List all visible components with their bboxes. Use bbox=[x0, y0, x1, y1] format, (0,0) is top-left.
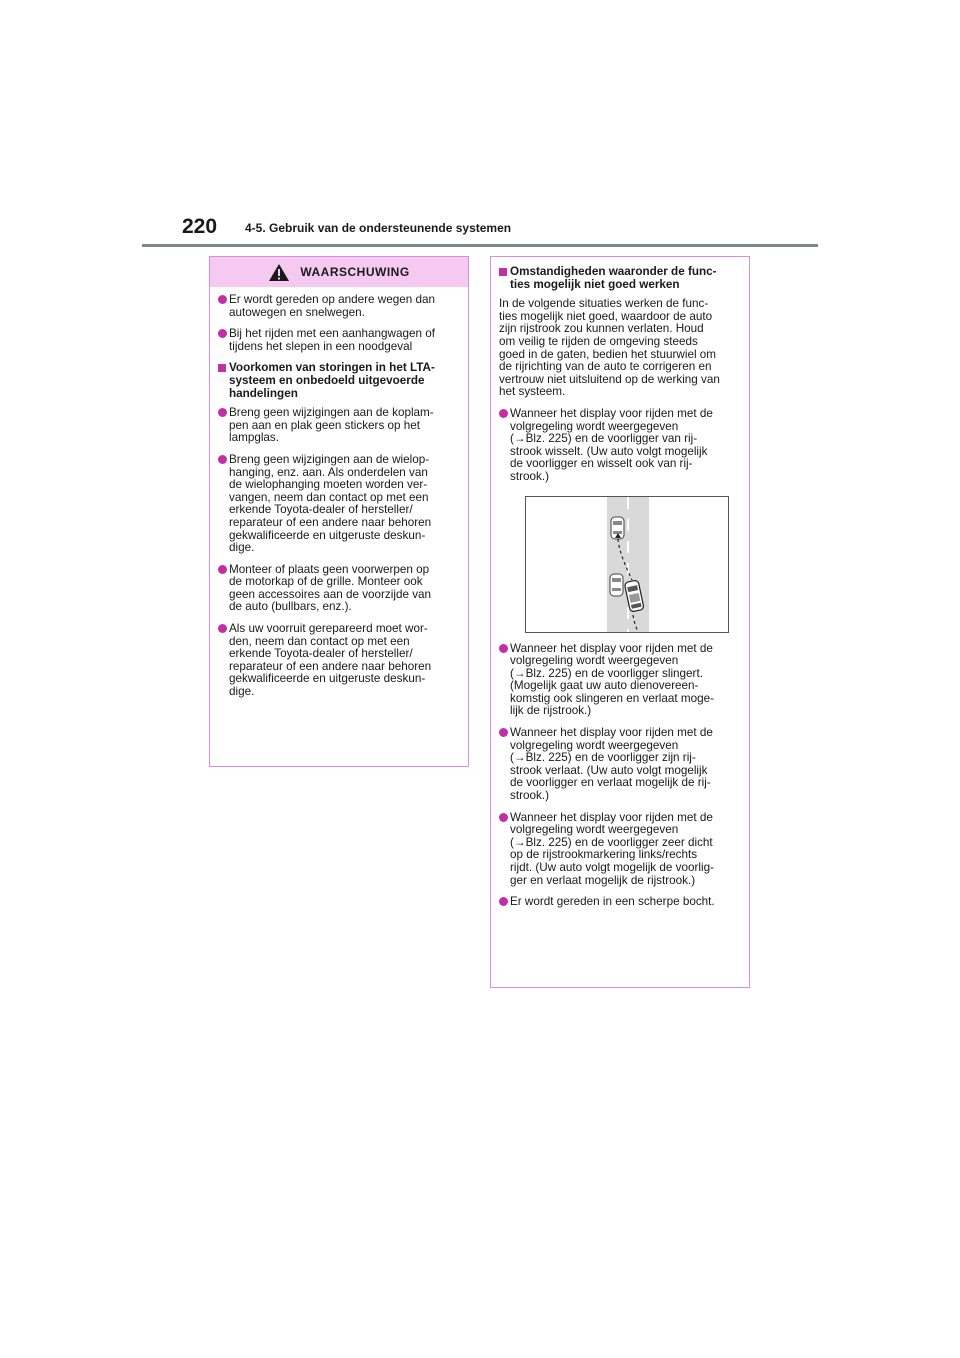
text-line: het systeem. bbox=[499, 385, 566, 399]
text-line: Wanneer het display voor rijden met de bbox=[510, 726, 713, 740]
bullet-dot-icon bbox=[218, 565, 227, 574]
text-line: (Mogelijk gaat uw auto dienovereen- bbox=[510, 679, 699, 693]
text-line: Breng geen wijzigingen aan de wielop- bbox=[229, 452, 430, 466]
text-line: tijdens het slepen in een noodgeval bbox=[229, 339, 413, 353]
bullet-item bbox=[499, 727, 741, 803]
text-line: vangen, neem dan contact op met een bbox=[229, 490, 429, 504]
text-line: volgregeling wordt weergegeven bbox=[510, 654, 679, 668]
lane-change-diagram bbox=[526, 497, 728, 632]
text-line: ger en verlaat mogelijk de rijstrook.) bbox=[510, 873, 696, 887]
text-line: systeem en onbedoeld uitgevoerde bbox=[229, 373, 425, 387]
lane-change-illustration bbox=[525, 496, 729, 633]
conditions-box bbox=[490, 256, 750, 988]
text-line: Wanneer het display voor rijden met de bbox=[510, 406, 713, 420]
parked-car-icon bbox=[610, 574, 623, 596]
text-line: volgregeling wordt weergegeven bbox=[510, 823, 679, 837]
text-line: de wielophanging moeten worden ver- bbox=[229, 478, 428, 492]
page-number: 220 bbox=[182, 215, 218, 238]
text-line: autowegen en snelwegen. bbox=[229, 305, 365, 319]
text-line: (→Blz. 225) en de voorligger slingert. bbox=[510, 666, 703, 680]
bullet-dot-icon bbox=[499, 644, 508, 653]
warning-box bbox=[209, 256, 469, 767]
square-bullet-icon bbox=[499, 268, 507, 276]
text-line: de voorligger en wisselt ook van rij- bbox=[510, 457, 693, 471]
text-line: dige. bbox=[229, 685, 255, 699]
text-line: lijk de rijstrook.) bbox=[510, 704, 592, 718]
bullet-item bbox=[499, 643, 741, 719]
text-line: goed in de gaten, bedien het stuurwiel om bbox=[499, 347, 717, 361]
text-line: pen aan en plak geen stickers op het bbox=[229, 418, 421, 432]
bullet-item bbox=[218, 407, 460, 445]
bullet-item bbox=[218, 294, 460, 319]
bullet-dot-icon bbox=[218, 408, 227, 417]
conditions-intro bbox=[499, 298, 741, 399]
text-line: de rijrichting van de auto te corrigeren en bbox=[499, 360, 712, 374]
bullet-dot-icon bbox=[218, 455, 227, 464]
text-line: hanging, enz. aan. Als onderdelen van bbox=[229, 465, 428, 479]
text-line: lampglas. bbox=[229, 431, 280, 445]
text-line: In de volgende situaties werken de func- bbox=[499, 297, 709, 311]
text-line: erkende Toyota-dealer of hersteller/ bbox=[229, 503, 413, 517]
text-line: strook.) bbox=[510, 469, 549, 483]
text-line: de auto (bullbars, enz.). bbox=[229, 600, 352, 614]
bullet-item bbox=[218, 328, 460, 353]
bullet-dot-icon bbox=[218, 295, 227, 304]
text-line: komstig ook slingeren en verlaat moge- bbox=[510, 691, 714, 705]
bullet-item bbox=[218, 454, 460, 555]
bullet-dot-icon bbox=[499, 813, 508, 822]
text-line: Als uw voorruit gerepareerd moet wor- bbox=[229, 622, 428, 636]
warning-triangle-icon bbox=[268, 263, 290, 282]
text-line: Wanneer het display voor rijden met de bbox=[510, 810, 713, 824]
warning-title: WAARSCHUWING bbox=[300, 265, 410, 279]
text-line: gekwalificeerde en uitgeruste deskun- bbox=[229, 672, 426, 686]
text-line: ties mogelijk niet goed, waardoor de auto bbox=[499, 309, 713, 323]
bullet-dot-icon bbox=[499, 728, 508, 737]
text-line: op de rijstrookmarkering links/rechts bbox=[510, 848, 698, 862]
text-line: erkende Toyota-dealer of hersteller/ bbox=[229, 647, 413, 661]
section-title: 4-5. Gebruik van de ondersteunende systemen bbox=[245, 221, 512, 235]
bullet-item bbox=[499, 812, 741, 888]
text-line: strook wisselt. (Uw auto volgt mogelijk bbox=[510, 444, 708, 458]
text-line: reparateur of een andere naar behoren bbox=[229, 659, 432, 673]
bullet-dot-icon bbox=[218, 624, 227, 633]
text-line: Omstandigheden waaronder de func- bbox=[510, 265, 717, 278]
text-line: (→Blz. 225) en de voorligger van rij- bbox=[510, 432, 698, 446]
bullet-item bbox=[218, 623, 460, 699]
text-line: geen accessoires aan de voorzijde van bbox=[229, 587, 432, 601]
text-line: vertrouw niet uitsluitend op de werking van bbox=[499, 372, 720, 386]
text-line: de voorligger en verlaat mogelijk de rij- bbox=[510, 776, 711, 790]
text-line: den, neem dan contact op met een bbox=[229, 634, 410, 648]
text-line: Breng geen wijzigingen aan de koplam- bbox=[229, 406, 434, 420]
text-line: gekwalificeerde en uitgeruste deskun- bbox=[229, 528, 426, 542]
text-line: rijdt. (Uw auto volgt mogelijk de voorlig- bbox=[510, 861, 714, 874]
text-line: Er wordt gereden in een scherpe bocht. bbox=[510, 895, 715, 909]
bullet-item bbox=[218, 564, 460, 614]
text-line: dige. bbox=[229, 541, 255, 555]
bullet-item bbox=[499, 408, 741, 484]
conditions-heading bbox=[499, 266, 741, 291]
text-line: Bij het rijden met een aanhangwagen of bbox=[229, 327, 435, 341]
header-rule bbox=[142, 244, 818, 247]
text-line: volgregeling wordt weergegeven bbox=[510, 738, 679, 752]
bullet-dot-icon bbox=[499, 409, 508, 418]
text-line: (→Blz. 225) en de voorligger zijn rij- bbox=[510, 751, 696, 765]
bullet-dot-icon bbox=[218, 329, 227, 338]
bullet-dot-icon bbox=[499, 897, 508, 906]
text-line: ties mogelijk niet goed werken bbox=[510, 277, 680, 291]
warning-header bbox=[210, 257, 468, 287]
text-line: de motorkap of de grille. Monteer ook bbox=[229, 575, 423, 589]
bullet-item bbox=[499, 896, 741, 909]
subheading-text bbox=[229, 362, 460, 400]
text-line: strook verlaat. (Uw auto volgt mogelijk bbox=[510, 763, 708, 777]
text-line: (→Blz. 225) en de voorligger zeer dicht bbox=[510, 835, 713, 849]
text-line: Voorkomen van storingen in het LTA- bbox=[229, 361, 435, 375]
text-line: Wanneer het display voor rijden met de bbox=[510, 641, 713, 655]
warning-subheading bbox=[218, 362, 460, 400]
text-line: om veilig te rijden de omgeving steeds bbox=[499, 334, 698, 348]
square-bullet-icon bbox=[218, 364, 226, 372]
text-line: Er wordt gereden op andere wegen dan bbox=[229, 293, 435, 306]
text-line: zijn rijstrook zou kunnen verlaten. Houd bbox=[499, 322, 704, 336]
text-line: volgregeling wordt weergegeven bbox=[510, 419, 679, 433]
lane-change-figure-wrap bbox=[499, 493, 741, 643]
text-line: strook.) bbox=[510, 789, 549, 803]
text-line: Monteer of plaats geen voorwerpen op bbox=[229, 562, 430, 576]
text-line: handelingen bbox=[229, 386, 298, 400]
text-line: reparateur of een andere naar behoren bbox=[229, 515, 432, 529]
